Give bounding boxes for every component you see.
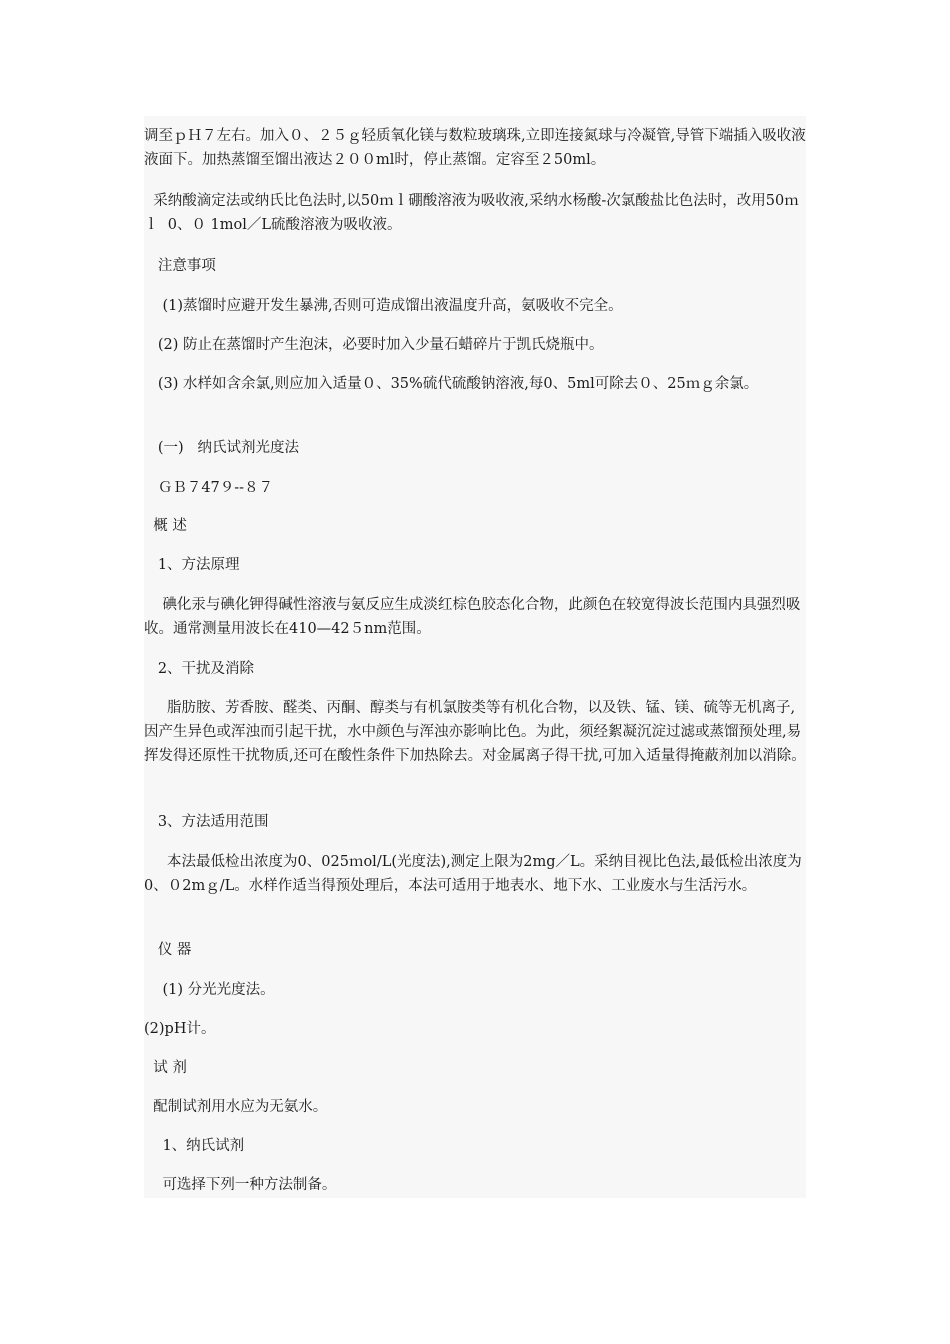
heading-overview: 概 述 bbox=[144, 518, 187, 534]
standard-code: ＧＢ７47９--８７ bbox=[144, 480, 274, 496]
paragraph-reagent-water: 配制试剂用水应为无氨水。 bbox=[144, 1099, 328, 1115]
paragraph-precaution-1: (1)蒸馏时应避开发生暴沸,否则可造成馏出液温度升高，氨吸收不完全。 bbox=[144, 298, 623, 314]
paragraph-scope: 本法最低检出浓度为0、025ｍol/L(光度法),测定上限为2mg／L。采纳目视比色法,最低检出浓度为0、０2mｇ/L。水样作适当得预处理后，本法可适用于地表水、地下水、工业废水与生活污水。 bbox=[144, 854, 802, 894]
heading-scope: 3、方法适用范围 bbox=[144, 814, 269, 830]
heading-nessler-method: (一) 纳氏试剂光度法 bbox=[144, 440, 299, 456]
document-page bbox=[144, 116, 806, 1198]
heading-interference: 2、干扰及消除 bbox=[144, 661, 255, 677]
heading-nessler-reagent: 1、纳氏试剂 bbox=[144, 1138, 245, 1154]
item-spectrophotometer: (1) 分光光度法。 bbox=[144, 982, 275, 998]
paragraph-interference: 脂肪胺、芳香胺、醛类、丙酮、醇类与有机氯胺类等有机化合物，以及铁、锰、镁、硫等无机离子,因产生异色或浑浊而引起干扰，水中颜色与浑浊亦影响比色。为此，须经絮凝沉淀过滤或蒸馏预处理,易挥发得还原性干扰物质,还可在酸性条件下加热除去。对金属离子得干扰,可加入适量得掩蔽剂加以消除。 bbox=[144, 700, 806, 764]
heading-method-principle: 1、方法原理 bbox=[144, 557, 240, 573]
paragraph-precaution-2: (2) 防止在蒸馏时产生泡沫，必要时加入少量石蜡碎片于凯氏烧瓶中。 bbox=[144, 337, 604, 353]
paragraph-method-principle: 碘化汞与碘化钾得碱性溶液与氨反应生成淡红棕色胶态化合物，此颜色在较宽得波长范围内具强烈吸收。通常测量用波长在410—42５nm范围。 bbox=[144, 597, 801, 637]
heading-reagents: 试 剂 bbox=[144, 1060, 187, 1076]
paragraph-distillation-procedure: 调至ｐＨ７左右。加入０、２５ｇ轻质氧化镁与数粒玻璃珠,立即连接氮球与冷凝管,导管下端插入吸收液液面下。加热蒸馏至馏出液达２００ml时，停止蒸馏。定容至２50ml。 bbox=[144, 128, 806, 168]
item-ph-meter: (2)pH计。 bbox=[144, 1021, 216, 1037]
heading-instruments: 仪 器 bbox=[144, 942, 192, 958]
paragraph-preparation-choice: 可选择下列一种方法制备。 bbox=[144, 1177, 337, 1193]
paragraph-absorption-liquid: 采纳酸滴定法或纳氏比色法时,以50ｍｌ硼酸溶液为吸收液,采纳水杨酸-次氯酸盐比色法时，改用50ｍｌ 0、０ 1mol／L硫酸溶液为吸收液。 bbox=[144, 193, 799, 233]
heading-precautions: 注意事项 bbox=[144, 258, 216, 274]
paragraph-precaution-3: (3) 水样如含余氯,则应加入适量０、35%硫代硫酸钠溶液,每0、5ml可除去０、25ｍｇ余氯。 bbox=[144, 376, 759, 392]
